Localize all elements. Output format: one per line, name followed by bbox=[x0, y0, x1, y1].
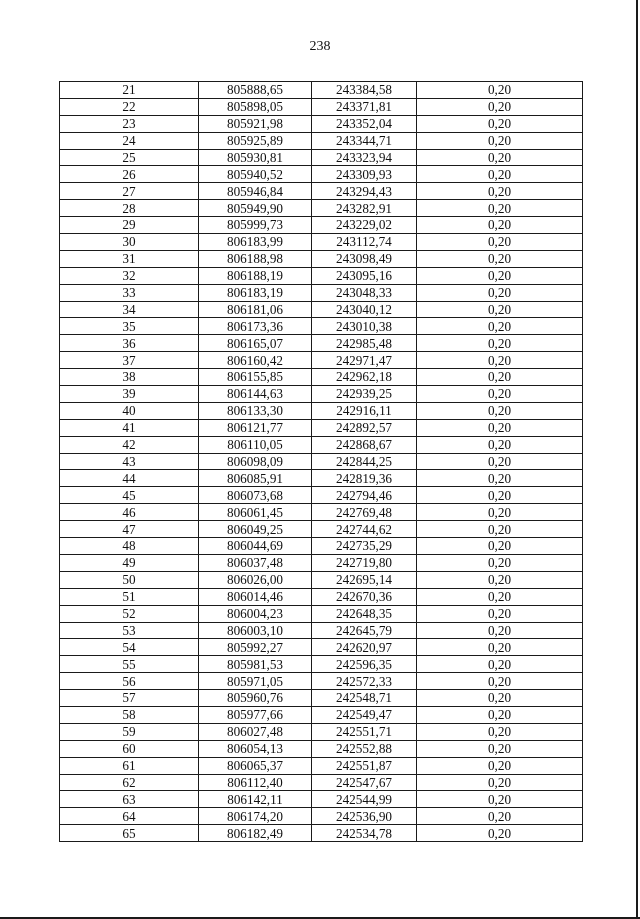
value-cell: 0,20 bbox=[417, 436, 583, 453]
x-coordinate-cell: 806144,63 bbox=[199, 386, 312, 403]
y-coordinate-cell: 242552,88 bbox=[312, 740, 417, 757]
value-cell: 0,20 bbox=[417, 588, 583, 605]
point-number-cell: 31 bbox=[60, 250, 199, 267]
y-coordinate-cell: 242596,35 bbox=[312, 656, 417, 673]
table-row bbox=[60, 554, 583, 571]
page-number: 238 bbox=[309, 39, 331, 54]
value-cell: 0,20 bbox=[417, 639, 583, 656]
table-row bbox=[60, 386, 583, 403]
table-row bbox=[60, 521, 583, 538]
table-row bbox=[60, 267, 583, 284]
table-row bbox=[60, 808, 583, 825]
table-row bbox=[60, 335, 583, 352]
value-cell: 0,20 bbox=[417, 825, 583, 842]
y-coordinate-cell: 243095,16 bbox=[312, 267, 417, 284]
x-coordinate-cell: 806065,37 bbox=[199, 757, 312, 774]
x-coordinate-cell: 805981,53 bbox=[199, 656, 312, 673]
y-coordinate-cell: 242985,48 bbox=[312, 335, 417, 352]
x-coordinate-cell: 806183,19 bbox=[199, 284, 312, 301]
x-coordinate-cell: 806142,11 bbox=[199, 791, 312, 808]
point-number-cell: 42 bbox=[60, 436, 199, 453]
table-row bbox=[60, 487, 583, 504]
value-cell: 0,20 bbox=[417, 217, 583, 234]
point-number-cell: 46 bbox=[60, 504, 199, 521]
x-coordinate-cell: 805992,27 bbox=[199, 639, 312, 656]
x-coordinate-cell: 805971,05 bbox=[199, 673, 312, 690]
x-coordinate-cell: 805888,65 bbox=[199, 82, 312, 99]
point-number-cell: 26 bbox=[60, 166, 199, 183]
x-coordinate-cell: 805925,89 bbox=[199, 132, 312, 149]
y-coordinate-cell: 242547,67 bbox=[312, 774, 417, 791]
y-coordinate-cell: 242719,80 bbox=[312, 554, 417, 571]
y-coordinate-cell: 242695,14 bbox=[312, 571, 417, 588]
value-cell: 0,20 bbox=[417, 706, 583, 723]
table-row bbox=[60, 352, 583, 369]
value-cell: 0,20 bbox=[417, 808, 583, 825]
x-coordinate-cell: 806003,10 bbox=[199, 622, 312, 639]
point-number-cell: 54 bbox=[60, 639, 199, 656]
point-number-cell: 65 bbox=[60, 825, 199, 842]
y-coordinate-cell: 243294,43 bbox=[312, 183, 417, 200]
x-coordinate-cell: 806174,20 bbox=[199, 808, 312, 825]
value-cell: 0,20 bbox=[417, 774, 583, 791]
point-number-cell: 43 bbox=[60, 453, 199, 470]
x-coordinate-cell: 806181,06 bbox=[199, 301, 312, 318]
point-number-cell: 61 bbox=[60, 757, 199, 774]
y-coordinate-cell: 243309,93 bbox=[312, 166, 417, 183]
y-coordinate-cell: 242819,36 bbox=[312, 470, 417, 487]
table-row bbox=[60, 166, 583, 183]
point-number-cell: 56 bbox=[60, 673, 199, 690]
point-number-cell: 32 bbox=[60, 267, 199, 284]
x-coordinate-cell: 805921,98 bbox=[199, 115, 312, 132]
y-coordinate-cell: 243323,94 bbox=[312, 149, 417, 166]
table-row bbox=[60, 791, 583, 808]
value-cell: 0,20 bbox=[417, 656, 583, 673]
table-row bbox=[60, 82, 583, 99]
value-cell: 0,20 bbox=[417, 115, 583, 132]
x-coordinate-cell: 806155,85 bbox=[199, 369, 312, 386]
table-row bbox=[60, 402, 583, 419]
y-coordinate-cell: 242572,33 bbox=[312, 673, 417, 690]
y-coordinate-cell: 242735,29 bbox=[312, 538, 417, 555]
value-cell: 0,20 bbox=[417, 791, 583, 808]
point-number-cell: 53 bbox=[60, 622, 199, 639]
point-number-cell: 41 bbox=[60, 419, 199, 436]
point-number-cell: 39 bbox=[60, 386, 199, 403]
value-cell: 0,20 bbox=[417, 267, 583, 284]
table-row bbox=[60, 723, 583, 740]
value-cell: 0,20 bbox=[417, 740, 583, 757]
table-row bbox=[60, 318, 583, 335]
value-cell: 0,20 bbox=[417, 132, 583, 149]
point-number-cell: 47 bbox=[60, 521, 199, 538]
coordinates-table bbox=[59, 81, 583, 842]
y-coordinate-cell: 243344,71 bbox=[312, 132, 417, 149]
point-number-cell: 57 bbox=[60, 690, 199, 707]
point-number-cell: 59 bbox=[60, 723, 199, 740]
table-row bbox=[60, 639, 583, 656]
y-coordinate-cell: 242548,71 bbox=[312, 690, 417, 707]
value-cell: 0,20 bbox=[417, 673, 583, 690]
table-row bbox=[60, 217, 583, 234]
value-cell: 0,20 bbox=[417, 622, 583, 639]
point-number-cell: 30 bbox=[60, 234, 199, 251]
table-row bbox=[60, 369, 583, 386]
point-number-cell: 64 bbox=[60, 808, 199, 825]
value-cell: 0,20 bbox=[417, 284, 583, 301]
x-coordinate-cell: 806073,68 bbox=[199, 487, 312, 504]
table-row bbox=[60, 740, 583, 757]
x-coordinate-cell: 806112,40 bbox=[199, 774, 312, 791]
value-cell: 0,20 bbox=[417, 149, 583, 166]
table-row bbox=[60, 284, 583, 301]
value-cell: 0,20 bbox=[417, 82, 583, 99]
x-coordinate-cell: 805930,81 bbox=[199, 149, 312, 166]
point-number-cell: 51 bbox=[60, 588, 199, 605]
y-coordinate-cell: 242534,78 bbox=[312, 825, 417, 842]
y-coordinate-cell: 242868,67 bbox=[312, 436, 417, 453]
point-number-cell: 24 bbox=[60, 132, 199, 149]
value-cell: 0,20 bbox=[417, 335, 583, 352]
table-row bbox=[60, 183, 583, 200]
y-coordinate-cell: 243384,58 bbox=[312, 82, 417, 99]
point-number-cell: 37 bbox=[60, 352, 199, 369]
x-coordinate-cell: 805949,90 bbox=[199, 200, 312, 217]
value-cell: 0,20 bbox=[417, 318, 583, 335]
x-coordinate-cell: 806026,00 bbox=[199, 571, 312, 588]
x-coordinate-cell: 806037,48 bbox=[199, 554, 312, 571]
x-coordinate-cell: 806049,25 bbox=[199, 521, 312, 538]
point-number-cell: 60 bbox=[60, 740, 199, 757]
y-coordinate-cell: 242962,18 bbox=[312, 369, 417, 386]
value-cell: 0,20 bbox=[417, 386, 583, 403]
value-cell: 0,20 bbox=[417, 419, 583, 436]
x-coordinate-cell: 806160,42 bbox=[199, 352, 312, 369]
value-cell: 0,20 bbox=[417, 504, 583, 521]
table-row bbox=[60, 774, 583, 791]
table-row bbox=[60, 250, 583, 267]
y-coordinate-cell: 242544,99 bbox=[312, 791, 417, 808]
value-cell: 0,20 bbox=[417, 538, 583, 555]
point-number-cell: 45 bbox=[60, 487, 199, 504]
x-coordinate-cell: 806044,69 bbox=[199, 538, 312, 555]
point-number-cell: 62 bbox=[60, 774, 199, 791]
value-cell: 0,20 bbox=[417, 183, 583, 200]
y-coordinate-cell: 242794,46 bbox=[312, 487, 417, 504]
x-coordinate-cell: 806165,07 bbox=[199, 335, 312, 352]
x-coordinate-cell: 805940,52 bbox=[199, 166, 312, 183]
point-number-cell: 23 bbox=[60, 115, 199, 132]
y-coordinate-cell: 242549,47 bbox=[312, 706, 417, 723]
table-row bbox=[60, 115, 583, 132]
point-number-cell: 63 bbox=[60, 791, 199, 808]
point-number-cell: 27 bbox=[60, 183, 199, 200]
value-cell: 0,20 bbox=[417, 453, 583, 470]
point-number-cell: 35 bbox=[60, 318, 199, 335]
point-number-cell: 28 bbox=[60, 200, 199, 217]
y-coordinate-cell: 242892,57 bbox=[312, 419, 417, 436]
table-row bbox=[60, 757, 583, 774]
value-cell: 0,20 bbox=[417, 301, 583, 318]
value-cell: 0,20 bbox=[417, 98, 583, 115]
x-coordinate-cell: 805946,84 bbox=[199, 183, 312, 200]
x-coordinate-cell: 805898,05 bbox=[199, 98, 312, 115]
table-row bbox=[60, 149, 583, 166]
table-row bbox=[60, 656, 583, 673]
value-cell: 0,20 bbox=[417, 605, 583, 622]
y-coordinate-cell: 243282,91 bbox=[312, 200, 417, 217]
value-cell: 0,20 bbox=[417, 402, 583, 419]
table-row bbox=[60, 605, 583, 622]
table-row bbox=[60, 673, 583, 690]
table-row bbox=[60, 622, 583, 639]
table-row bbox=[60, 301, 583, 318]
y-coordinate-cell: 243352,04 bbox=[312, 115, 417, 132]
y-coordinate-cell: 243048,33 bbox=[312, 284, 417, 301]
x-coordinate-cell: 805977,66 bbox=[199, 706, 312, 723]
table-row bbox=[60, 436, 583, 453]
table-row bbox=[60, 453, 583, 470]
value-cell: 0,20 bbox=[417, 352, 583, 369]
point-number-cell: 38 bbox=[60, 369, 199, 386]
y-coordinate-cell: 242536,90 bbox=[312, 808, 417, 825]
point-number-cell: 36 bbox=[60, 335, 199, 352]
x-coordinate-cell: 806004,23 bbox=[199, 605, 312, 622]
y-coordinate-cell: 242648,35 bbox=[312, 605, 417, 622]
x-coordinate-cell: 806110,05 bbox=[199, 436, 312, 453]
value-cell: 0,20 bbox=[417, 234, 583, 251]
page-frame-right-edge bbox=[636, 0, 638, 919]
y-coordinate-cell: 243229,02 bbox=[312, 217, 417, 234]
point-number-cell: 33 bbox=[60, 284, 199, 301]
y-coordinate-cell: 242844,25 bbox=[312, 453, 417, 470]
table-row bbox=[60, 825, 583, 842]
x-coordinate-cell: 805999,73 bbox=[199, 217, 312, 234]
table-row bbox=[60, 200, 583, 217]
value-cell: 0,20 bbox=[417, 369, 583, 386]
value-cell: 0,20 bbox=[417, 166, 583, 183]
value-cell: 0,20 bbox=[417, 200, 583, 217]
point-number-cell: 58 bbox=[60, 706, 199, 723]
point-number-cell: 49 bbox=[60, 554, 199, 571]
table-row bbox=[60, 419, 583, 436]
table-row bbox=[60, 690, 583, 707]
point-number-cell: 52 bbox=[60, 605, 199, 622]
table-row bbox=[60, 234, 583, 251]
y-coordinate-cell: 242769,48 bbox=[312, 504, 417, 521]
point-number-cell: 40 bbox=[60, 402, 199, 419]
table-row bbox=[60, 706, 583, 723]
x-coordinate-cell: 806188,98 bbox=[199, 250, 312, 267]
value-cell: 0,20 bbox=[417, 554, 583, 571]
table-row bbox=[60, 98, 583, 115]
y-coordinate-cell: 243371,81 bbox=[312, 98, 417, 115]
value-cell: 0,20 bbox=[417, 690, 583, 707]
y-coordinate-cell: 242939,25 bbox=[312, 386, 417, 403]
value-cell: 0,20 bbox=[417, 757, 583, 774]
value-cell: 0,20 bbox=[417, 250, 583, 267]
y-coordinate-cell: 243040,12 bbox=[312, 301, 417, 318]
y-coordinate-cell: 243098,49 bbox=[312, 250, 417, 267]
x-coordinate-cell: 806085,91 bbox=[199, 470, 312, 487]
y-coordinate-cell: 242645,79 bbox=[312, 622, 417, 639]
y-coordinate-cell: 243010,38 bbox=[312, 318, 417, 335]
value-cell: 0,20 bbox=[417, 470, 583, 487]
x-coordinate-cell: 805960,76 bbox=[199, 690, 312, 707]
y-coordinate-cell: 242916,11 bbox=[312, 402, 417, 419]
x-coordinate-cell: 806133,30 bbox=[199, 402, 312, 419]
point-number-cell: 22 bbox=[60, 98, 199, 115]
x-coordinate-cell: 806054,13 bbox=[199, 740, 312, 757]
table-row bbox=[60, 132, 583, 149]
x-coordinate-cell: 806098,09 bbox=[199, 453, 312, 470]
point-number-cell: 55 bbox=[60, 656, 199, 673]
y-coordinate-cell: 242744,62 bbox=[312, 521, 417, 538]
y-coordinate-cell: 242551,87 bbox=[312, 757, 417, 774]
value-cell: 0,20 bbox=[417, 571, 583, 588]
value-cell: 0,20 bbox=[417, 723, 583, 740]
x-coordinate-cell: 806014,46 bbox=[199, 588, 312, 605]
value-cell: 0,20 bbox=[417, 521, 583, 538]
point-number-cell: 44 bbox=[60, 470, 199, 487]
x-coordinate-cell: 806188,19 bbox=[199, 267, 312, 284]
point-number-cell: 48 bbox=[60, 538, 199, 555]
y-coordinate-cell: 242620,97 bbox=[312, 639, 417, 656]
x-coordinate-cell: 806173,36 bbox=[199, 318, 312, 335]
x-coordinate-cell: 806027,48 bbox=[199, 723, 312, 740]
x-coordinate-cell: 806182,49 bbox=[199, 825, 312, 842]
point-number-cell: 34 bbox=[60, 301, 199, 318]
point-number-cell: 50 bbox=[60, 571, 199, 588]
point-number-cell: 21 bbox=[60, 82, 199, 99]
coordinates-table-body bbox=[60, 82, 583, 842]
table-row bbox=[60, 571, 583, 588]
point-number-cell: 29 bbox=[60, 217, 199, 234]
x-coordinate-cell: 806121,77 bbox=[199, 419, 312, 436]
y-coordinate-cell: 242670,36 bbox=[312, 588, 417, 605]
x-coordinate-cell: 806183,99 bbox=[199, 234, 312, 251]
table-row bbox=[60, 470, 583, 487]
y-coordinate-cell: 242971,47 bbox=[312, 352, 417, 369]
y-coordinate-cell: 243112,74 bbox=[312, 234, 417, 251]
x-coordinate-cell: 806061,45 bbox=[199, 504, 312, 521]
table-row bbox=[60, 504, 583, 521]
value-cell: 0,20 bbox=[417, 487, 583, 504]
table-row bbox=[60, 588, 583, 605]
y-coordinate-cell: 242551,71 bbox=[312, 723, 417, 740]
table-row bbox=[60, 538, 583, 555]
point-number-cell: 25 bbox=[60, 149, 199, 166]
